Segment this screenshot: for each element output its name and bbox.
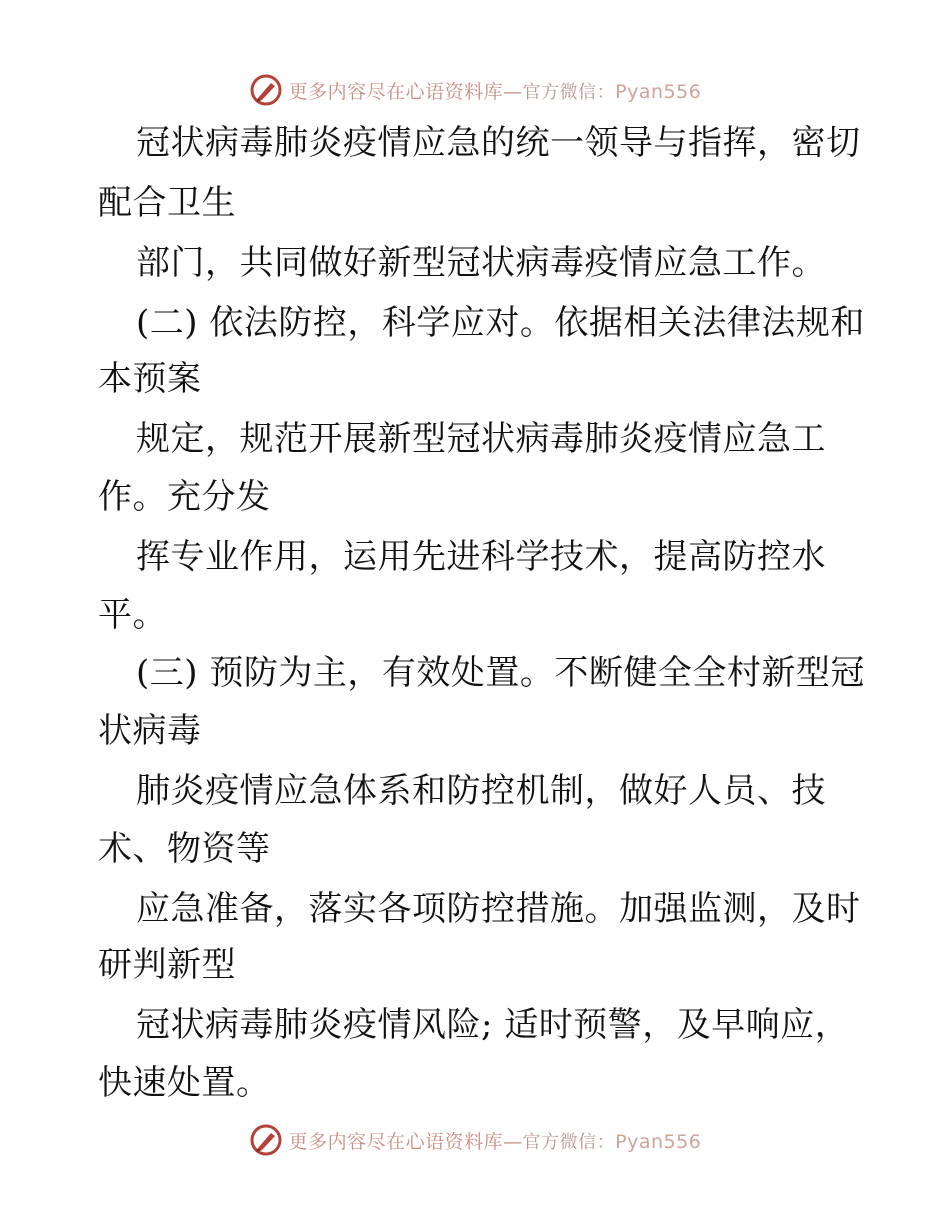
pen-logo-icon [249,73,283,107]
footer-banner [0,1120,950,1160]
header-brand: 更多内容尽在心语资料库 [288,80,504,103]
text-line: 冠状病毒肺炎疫情应急的统一领导与指挥，密切 [136,123,861,163]
text-line: 应急准备，落实各项防控措施。加强监测，及时 [136,889,861,929]
footer-account: Pyan556 [615,1130,702,1153]
header-banner [0,70,950,110]
text-line: 部门，共同做好新型冠状病毒疫情应急工作。 [136,243,826,283]
text-line: 肺炎疫情应急体系和防控机制，做好人员、技 [136,771,826,811]
text-line: 状病毒 [98,711,202,751]
text-line: 配合卫生 [98,183,236,223]
footer-dash: — [503,1130,523,1153]
footer-brand: 更多内容尽在心语资料库 [288,1130,504,1153]
text-line: 本预案 [98,359,202,399]
header-account: Pyan556 [615,80,702,103]
text-line: 术、物资等 [98,829,271,869]
text-line: 快速处置。 [98,1063,271,1103]
text-line: 平。 [98,595,167,635]
text-line: 作。充分发 [98,477,271,517]
text-line: 规定，规范开展新型冠状病毒肺炎疫情应急工 [136,419,826,459]
header-dash: — [503,80,523,103]
text-line: 挥专业作用，运用先进科学技术，提高防控水 [136,537,826,577]
text-line: (三) 预防为主，有效处置。不断健全全村新型冠 [136,653,865,693]
footer-label: 官方微信： [522,1131,616,1153]
footer-banner-text [289,1127,702,1154]
text-line: 冠状病毒肺炎疫情风险; 适时预警，及早响应， [136,1005,850,1045]
text-line: (二) 依法防控，科学应对。依据相关法律法规和 [136,303,865,343]
header-banner-text [289,77,702,104]
text-line: 研判新型 [98,945,236,985]
header-label: 官方微信： [522,81,616,103]
pen-logo-icon [249,1123,283,1157]
